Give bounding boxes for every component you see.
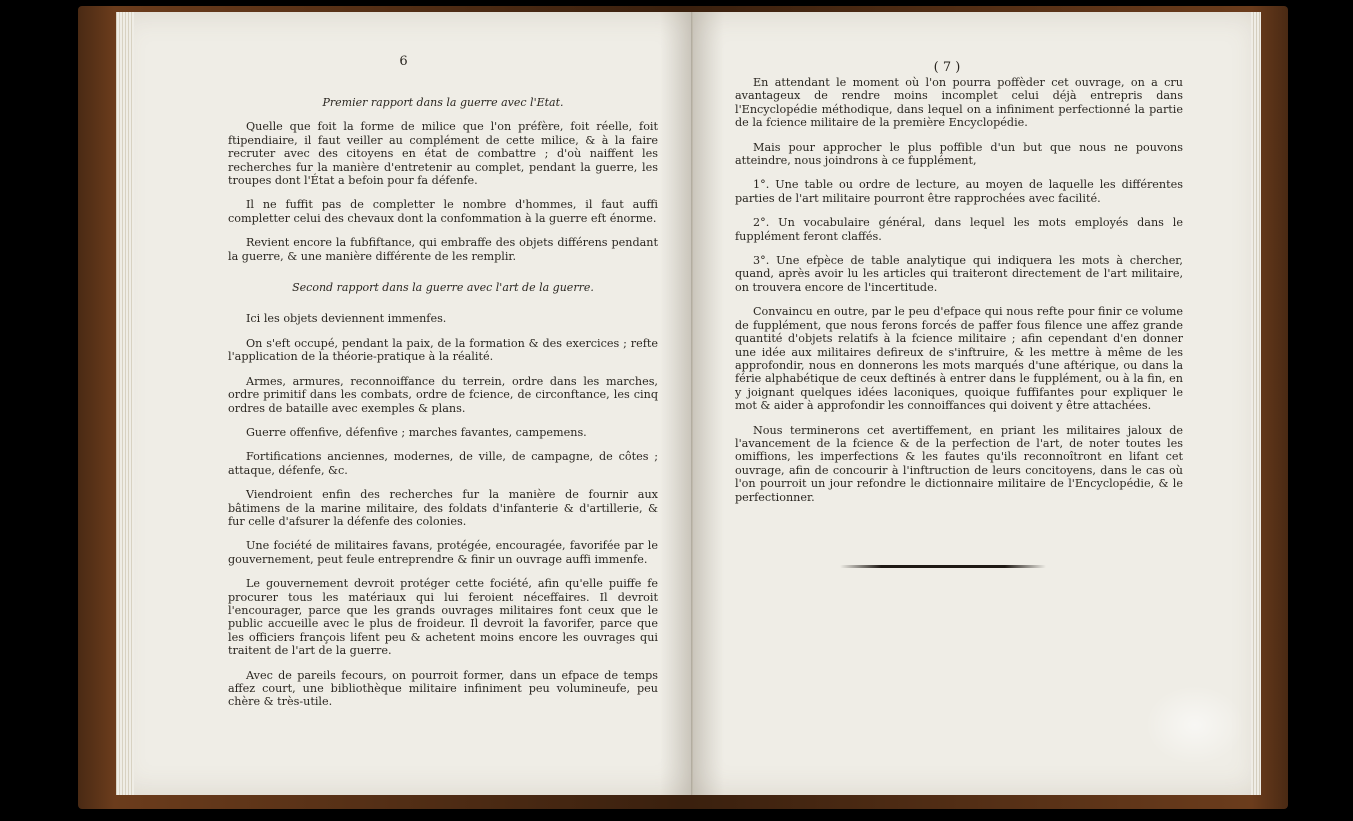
right-text-block [735,76,1183,515]
paragraph: Convaincu en outre, par le peu d'efpace qui nous refte pour finir ce volume de fupplément, que nous ferons forcés de paffer fous filence une affez grande quantité d'objets relatifs à la fcience militaire ; afin cependant d'en donner une idée aux militaires defireux de s'inftruire, & les mettre à même de les approfondir, nous en donnerons les mots marqués d'une aftérique, ou dans la férie alphabétique de ceux deftinés à entrer dans le fupplément, ou à la fin, en y joignant quelques idées laconiques, quoique fuffifantes pour expliquer le mot & aider à approfondir les connoiffances qui doivent y être attachées. [735,305,1183,413]
paragraph: Fortifications anciennes, modernes, de ville, de campagne, de côtes ; attaque, défenfe, &c. [228,450,658,477]
paragraph: En attendant le moment où l'on pourra poffèder cet ouvrage, on a cru avantageux de rendre moins incomplet celui déjà entrepris dans l'Encyclopédie méthodique, dans lequel on a infiniment perfectionné la partie de la fcience militaire de la première Encyclopédie. [735,76,1183,130]
paragraph: Revient encore la fubfiftance, qui embraffe des objets différens pendant la guerre, & une manière différente de les remplir. [228,236,658,263]
left-text-block [228,96,658,720]
right-page [692,12,1261,795]
left-page [116,12,692,795]
paragraph: 3°. Une efpèce de table analytique qui indiquera les mots à chercher, quand, après avoir lu les articles qui traiteront directement de l'art militaire, on trouvera encore de l'incertitude. [735,254,1183,294]
paragraph: Viendroient enfin des recherches fur la manière de fournir aux bâtimens de la marine militaire, des foldats d'infanterie & d'artillerie, & fur celle d'afsurer la défenfe des colonies. [228,488,658,528]
paragraph: Il ne fuffit pas de completter le nombre d'hommes, il faut auffi completter celui des chevaux dont la confommation à la guerre eft énorme. [228,198,658,225]
paper-stain [1145,685,1245,765]
paragraph: Une fociété de militaires favans, protégée, encouragée, favorifée par le gouvernement, peut feule entreprendre & finir un ouvrage auffi immenfe. [228,539,658,566]
paragraph: Le gouvernement devroit protéger cette fociété, afin qu'elle puiffe fe procurer tous les matériaux qui lui feroient néceffaires. Il devroit l'encourager, parce que les grands ouvrages militaires font ceux que le public accueille avec le plus de froideur. Il devroit la favorifer, parce que les officiers françois lifent peu & achetent moins encore les ouvrages qui traitent de l'art de la guerre. [228,577,658,658]
heading-premier-rapport: Premier rapport dans la guerre avec l'Etat. [322,96,564,109]
paragraph: Avec de pareils fecours, on pourroit former, dans un efpace de temps affez court, une bibliothèque militaire infiniment peu volumineufe, peu chère & très-utile. [228,668,658,709]
paragraph: Nous terminerons cet avertiffement, en priant les militaires jaloux de l'avancement de la fcience & de la perfection de l'art, de noter toutes les omiffions, les imperfections & les fautes qu'ils reconnoîtront en lifant cet ouvrage, afin de concourir à l'inftruction de leurs concitoyens, dans le cas où l'on pourroit un jour refondre le dictionnaire militaire de l'Encyclopédie, & le perfectionner. [735,423,1183,504]
paragraph: 1°. Une table ou ordre de lecture, au moyen de laquelle les différentes parties de l'art militaire pourront être rapprochées avec facilité. [735,178,1183,205]
paragraph: Mais pour approcher le plus poffible d'un but que nous ne pouvons atteindre, nous joindrons à ce fupplément, [735,140,1183,168]
paragraph: Ici les objets deviennent immenfes. [246,312,447,326]
end-ornament-rule [840,565,1046,568]
paragraph: Quelle que foit la forme de milice que l'on préfère, foit réelle, foit ftipendiaire, il faut veiller au complément de cette milice, & à la faire recruter avec des citoyens en état de combattre ; d'où naiffent les recherches fur la manière d'entretenir au complet, pendant la guerre, les troupes dont l'État a befoin pour fa défenfe. [228,120,658,188]
paragraph: Armes, armures, reconnoiffance du terrein, ordre dans les marches, ordre primitif dans les combats, ordre de fcience, de circonftance, les cinq ordres de bataille avec exemples & plans. [228,374,658,415]
paragraph: Guerre offenfive, défenfive ; marches favantes, campemens. [246,425,587,439]
paragraph: On s'eft occupé, pendant la paix, de la formation & des exercices ; refte l'application de la théorie-pratique à la réalité. [228,336,658,364]
left-page-number: 6 [399,54,408,69]
paragraph: 2°. Un vocabulaire général, dans lequel les mots employés dans le fupplément feront claffés. [735,216,1183,243]
right-page-number: ( 7 ) [933,60,961,75]
heading-second-rapport: Second rapport dans la guerre avec l'art de la guerre. [292,281,594,295]
